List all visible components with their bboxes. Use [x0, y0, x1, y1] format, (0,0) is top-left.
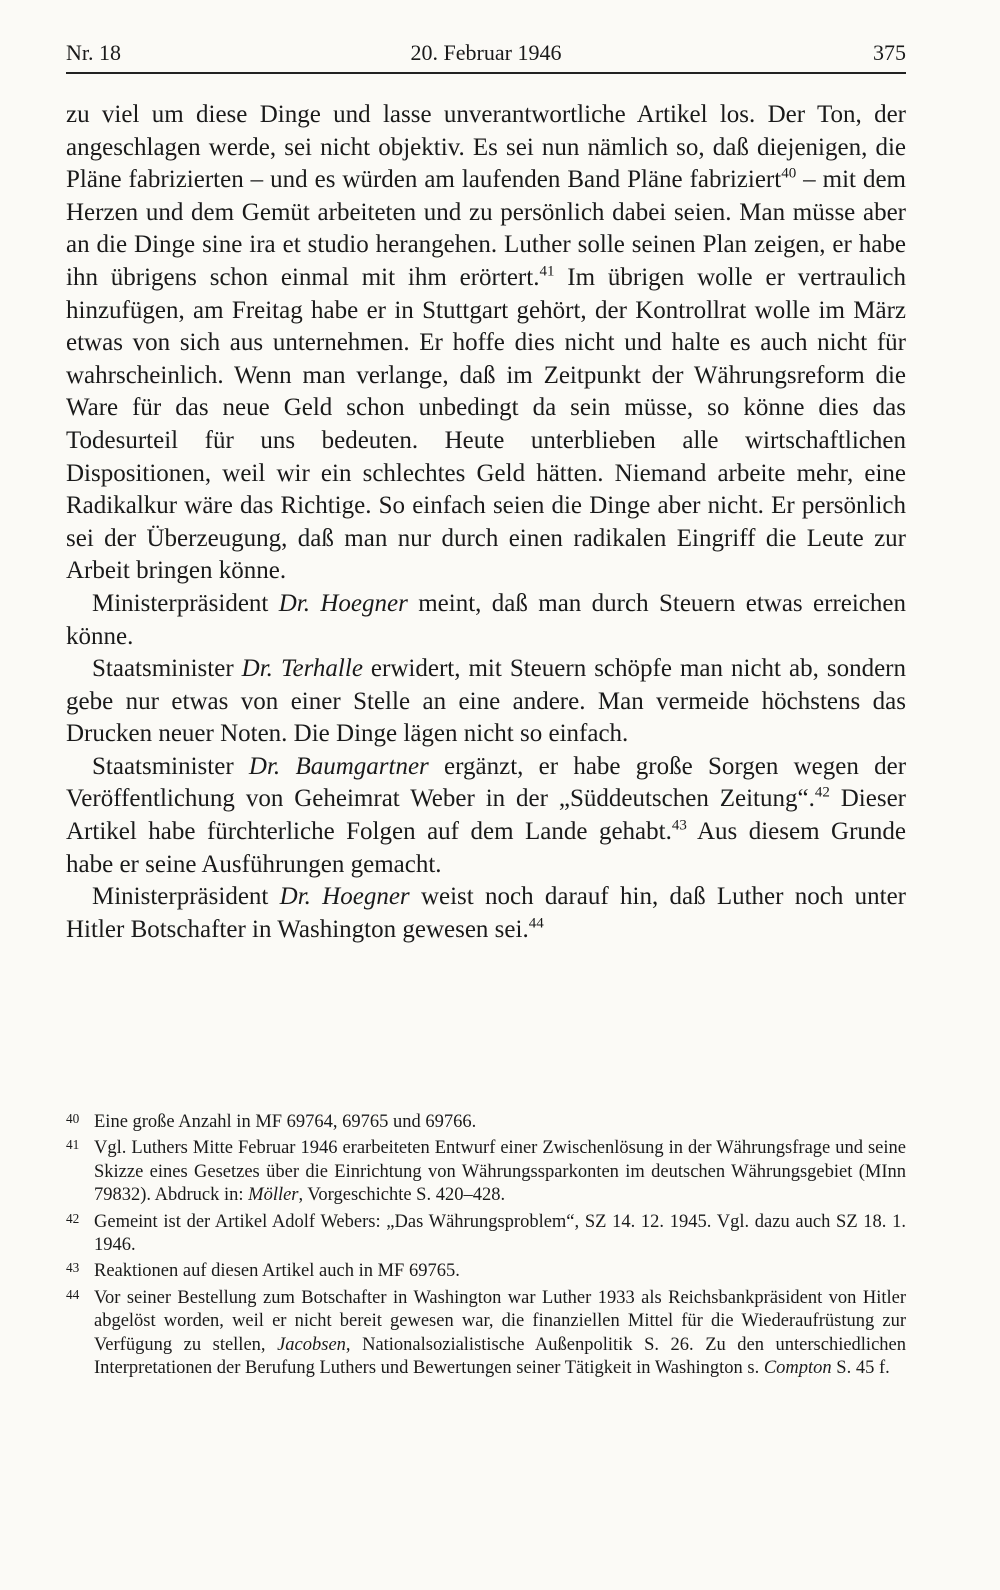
issue-number: Nr. 18 — [66, 40, 121, 65]
footnote-text: Vgl. Luthers Mitte Februar 1946 erarbeiteten Entwurf einer Zwischenlösung in der Währungsfrage und seine Skizze eines Gesetzes über die Einrichtung von Währungssparkonten im deutschen Währungsgebiet (MInn 79832). Abdruck in: — [94, 1138, 906, 1206]
footnote-ref-40[interactable]: 40 — [781, 165, 797, 182]
footnote-text: , Nationalsozialistische Außenpolitik S. 26. Zu den unterschiedlichen Interpretationen der Berufung Luthers und Bewertungen seiner Tätigkeit in Washington s. — [94, 1334, 906, 1379]
text-run: erwidert, mit Steuern schöpfe man nicht ab, sondern gebe nur etwas von einer Stelle an eine andere. Man vermeide höchstens das Drucken neuer Noten. Die Dinge lägen nicht so einfach. — [66, 655, 907, 748]
text-run: Aus diesem Grunde habe er seine Ausführungen gemacht. — [66, 818, 906, 878]
main-text — [66, 99, 906, 946]
text-run: weist noch darauf hin, daß Luther noch unter Hitler Botschafter in Washington gewesen sei. — [66, 883, 907, 943]
footnote-text: Vor seiner Bestellung zum Botschafter in Washington war Luther 1933 als Reichsbankpräsident von Hitler abgelöst worden, weil er nicht bereit gewesen war, die finanziellen Mittel für die Wiederaufrüstung zur Verfügung zu stellen, — [94, 1287, 906, 1355]
running-header — [66, 40, 906, 70]
text-run: Ministerpräsident — [92, 589, 279, 617]
text-run: Staatsminister — [92, 655, 242, 683]
footnote-number: 41 — [66, 1137, 80, 1153]
speaker-name: Dr. Terhalle — [241, 655, 363, 683]
text-run: meint, daß man durch Steuern etwas erreichen könne. — [66, 589, 906, 650]
header-date: 20. Februar 1946 — [410, 40, 562, 65]
speaker-name: Dr. Baumgartner — [248, 752, 429, 780]
footnote-42 — [66, 1211, 906, 1258]
text-run: Staatsminister — [92, 752, 249, 780]
text-run: zu viel um diese Dinge und lasse unverantwortliche Artikel los. Der Ton, der angeschlagen werde, sei nicht objektiv. Es sei nun nämlich so, daß diejenigen, die Pläne fabrizierten – und es würden am laufenden Band Pläne fabriziert — [66, 101, 906, 194]
footnote-text: S. 45 f. — [831, 1358, 890, 1379]
text-run: Im übrigen wolle er vertraulich hinzufügen, am Freitag habe er in Stuttgart gehört, der Kontrollrat wolle im März etwas von sich aus unternehmen. Er hoffe dies nicht und halte es auch nicht für wahrscheinlich. Wenn man verlange, daß im Zeitpunkt der Währungsreform die Ware für das neue Geld schon unbedingt da sein müsse, so könne dies das Todesurteil für uns bedeuten. Heute unterblieben alle wirtschaftlichen Dispositionen, weil wir ein schlechtes Geld hätten. Niemand arbeite mehr, eine Radikalkur wäre das Richtige. So einfach seien die Dinge aber nicht. Er persönlich sei der Überzeugung, daß man nur durch einen radikalen Eingriff die Leute zur Arbeit bringen könne. — [66, 263, 907, 585]
footnote-ref-41[interactable]: 41 — [539, 263, 555, 280]
footnote-44 — [66, 1287, 906, 1381]
footnote-text: Reaktionen auf diesen Artikel auch in MF 69765. — [94, 1261, 460, 1282]
paragraph-2 — [66, 588, 906, 653]
footnote-43 — [66, 1260, 906, 1283]
footnote-ref-42[interactable]: 42 — [814, 784, 830, 801]
footnote-number: 40 — [66, 1111, 80, 1126]
speaker-name: Dr. Hoegner — [279, 883, 410, 911]
footnote-41 — [66, 1137, 906, 1207]
text-run: ergänzt, er habe große Sorgen wegen der Veröffentlichung von Geheimrat Weber in der „Süddeutschen Zeitung“. — [66, 752, 907, 813]
footnote-number: 42 — [66, 1210, 80, 1226]
speaker-name: Dr. Hoegner — [278, 589, 408, 617]
header-rule — [66, 72, 906, 74]
author-name: Jacobsen — [277, 1334, 346, 1355]
text-run: Ministerpräsident — [92, 883, 280, 911]
footnote-text: Eine große Anzahl in MF 69764, 69765 und 69766. — [94, 1112, 477, 1132]
author-name: Möller — [248, 1185, 299, 1206]
footnote-40 — [66, 1111, 906, 1134]
footnote-ref-43[interactable]: 43 — [671, 817, 687, 834]
footnote-number: 43 — [66, 1260, 80, 1276]
paragraph-4 — [66, 751, 906, 881]
paragraph-5 — [66, 881, 906, 946]
text-run: – mit dem Herzen und dem Gemüt arbeiteten und zu persönlich dabei seien. Man müsse aber an die Dinge sine ira et studio herangehen. Luther solle seinen Plan zeigen, er habe ihn übrigens schon einmal mit ihm erörtert. — [66, 166, 906, 291]
footnote-text: , Vorgeschichte S. 420–428. — [298, 1185, 506, 1206]
page-number: 375 — [873, 40, 906, 65]
footnote-number: 44 — [66, 1286, 80, 1302]
paragraph-3 — [66, 653, 906, 751]
author-name: Compton — [763, 1358, 832, 1379]
footnote-text: Gemeint ist der Artikel Adolf Webers: „Das Währungsproblem“, SZ 14. 12. 1945. Vgl. dazu auch SZ 18. 1. 1946. — [94, 1211, 906, 1256]
footnotes — [66, 1111, 906, 1383]
text-run: Dieser Artikel habe fürchterliche Folgen auf dem Lande gehabt. — [66, 785, 906, 846]
paragraph-1 — [66, 99, 906, 588]
footnote-ref-44[interactable]: 44 — [528, 915, 544, 932]
